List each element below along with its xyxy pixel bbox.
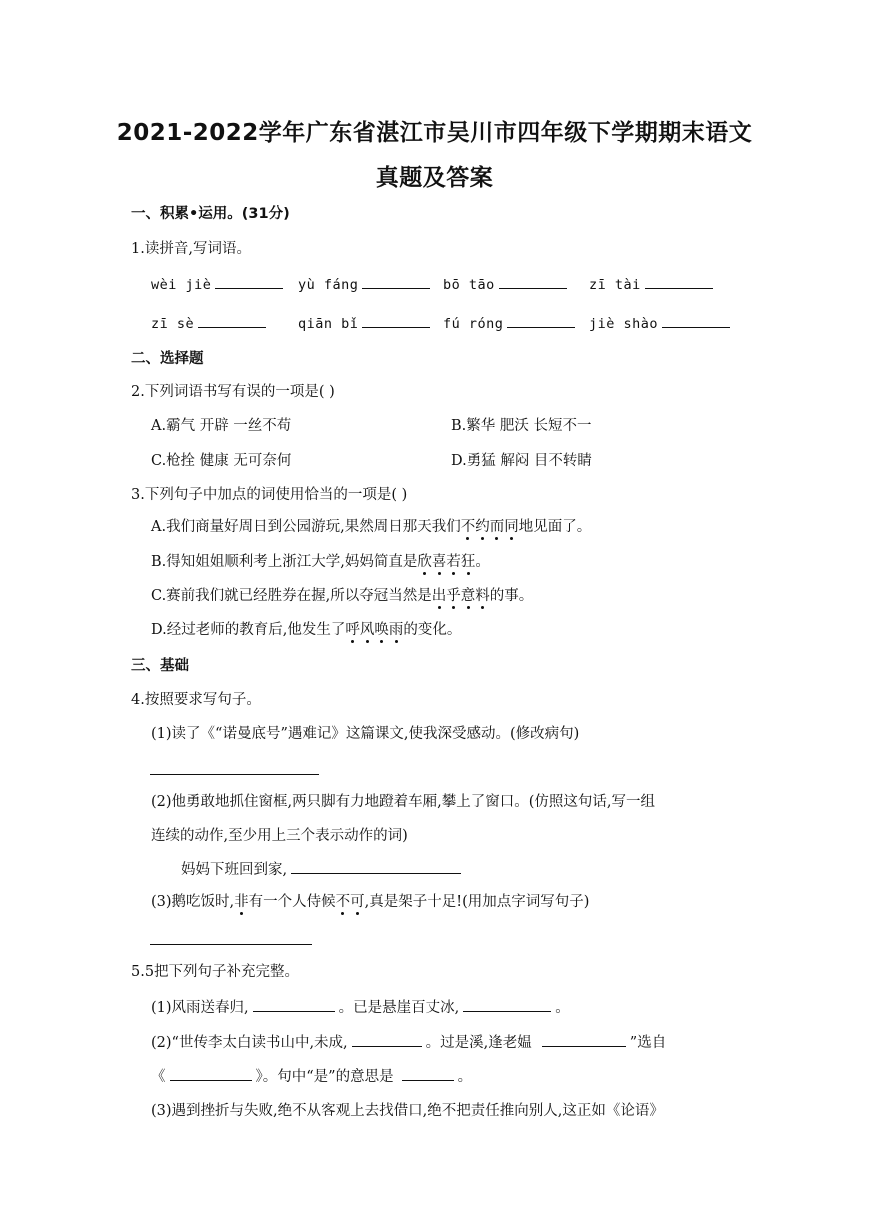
option-text: D.经过老师的教育后,他发生了 [151, 622, 346, 638]
section-heading-1: 一、积累•运用。(31分) [131, 206, 290, 222]
dotted-char: 乎 [446, 588, 461, 604]
pinyin-item-7 [443, 313, 579, 334]
answer-blank[interactable] [215, 274, 283, 289]
prompt-text: 》。句中“是”的意思是 [255, 1069, 394, 1085]
option-text: C.赛前我们就已经胜券在握,所以夺冠当然是 [151, 588, 432, 604]
option-text: B.得知姐姐顺利考上浙江大学,妈妈简直是 [151, 554, 418, 570]
answer-blank[interactable] [253, 997, 335, 1012]
answer-blank[interactable] [463, 997, 551, 1012]
prompt-text: ,真是架子十足!(用加点字词写句子) [364, 894, 590, 910]
dotted-char: 呼 [345, 622, 360, 638]
pinyin-item-4 [589, 274, 717, 295]
question-4-part-2-line2: 连续的动作,至少用上三个表示动作的词) [151, 828, 408, 844]
document-title-line1: 2021-2022学年广东省湛江市吴川市四年级下学期期末语文 [116, 120, 753, 146]
answer-blank[interactable] [499, 274, 567, 289]
question-3-option-a[interactable] [151, 517, 591, 537]
question-4-stem: 4.按照要求写句子。 [131, 692, 261, 708]
answer-line-4-1[interactable] [150, 774, 319, 775]
document-title-line2: 真题及答案 [375, 165, 494, 191]
dotted-char: 欣 [417, 554, 432, 570]
option-text: 的事。 [489, 588, 534, 604]
answer-blank[interactable] [352, 1032, 422, 1047]
section-heading-3: 三、基础 [131, 658, 189, 674]
pinyin-item-1 [151, 274, 287, 295]
pinyin-text: jiè shào [589, 316, 659, 332]
pinyin-text: qiān bǐ [298, 316, 359, 332]
dotted-char: 约 [475, 519, 490, 535]
question-4-part-3 [151, 892, 589, 912]
dotted-char: 若 [446, 554, 461, 570]
pinyin-text: wèi jiè [151, 277, 212, 293]
dotted-char: 意 [460, 588, 476, 604]
pinyin-item-5 [151, 313, 270, 334]
question-5-part-3: (3)遇到挫折与失败,绝不从客观上去找借口,绝不把责任推向别人,这正如《论语》 [151, 1103, 664, 1119]
option-text: A.我们商量好周日到公园游玩,果然周日那天我们 [151, 519, 461, 535]
section-heading-2: 二、选择题 [131, 351, 204, 367]
question-2-option-a[interactable]: A.霸气 开辟 一丝不苟 [151, 418, 292, 434]
prompt-text: ”选自 [629, 1035, 667, 1051]
question-3-option-d[interactable] [151, 620, 461, 640]
answer-line-4-3[interactable] [150, 944, 312, 945]
prompt-text: 。 [555, 1000, 570, 1016]
prompt-text: (1)风雨送春归, [151, 1000, 249, 1016]
dotted-char: 喜 [431, 554, 447, 570]
question-3-option-b[interactable] [151, 552, 490, 572]
answer-blank[interactable] [542, 1032, 626, 1047]
question-5-part-2-line1 [151, 1032, 666, 1053]
dotted-char: 料 [475, 588, 490, 604]
pinyin-item-8 [589, 313, 734, 334]
question-4-part-1: (1)读了《“诺曼底号”遇难记》这篇课文,使我深受感动。(修改病句) [151, 726, 580, 742]
question-3-stem: 3.下列句子中加点的词使用恰当的一项是( ) [131, 487, 408, 503]
question-1-stem: 1.读拼音,写词语。 [131, 241, 251, 257]
option-text: 。 [475, 554, 490, 570]
pinyin-text: zī sè [151, 316, 195, 332]
answer-blank[interactable] [645, 274, 713, 289]
pinyin-item-3 [443, 274, 571, 295]
dotted-char: 雨 [388, 622, 404, 638]
question-2-stem: 2.下列词语书写有误的一项是( ) [131, 384, 335, 400]
question-3-option-c[interactable] [151, 586, 533, 606]
question-2-option-c[interactable]: C.枪拴 健康 无可奈何 [151, 453, 292, 469]
prompt-text: 有一个人侍候 [248, 894, 336, 910]
answer-blank[interactable] [291, 859, 461, 874]
dotted-char: 风 [359, 622, 375, 638]
pinyin-text: bō tāo [443, 277, 495, 293]
question-2-option-d[interactable]: D.勇猛 解闷 目不转睛 [451, 453, 592, 469]
answer-blank[interactable] [362, 313, 430, 328]
option-text: 的变化。 [403, 622, 462, 638]
question-5-part-1 [151, 997, 570, 1018]
prompt-text: 。过是溪,逢老媪 [425, 1035, 532, 1051]
dotted-char: 不 [460, 519, 476, 535]
question-4-part-2-line1: (2)他勇敢地抓住窗框,两只脚有力地蹬着车厢,攀上了窗口。(仿照这句话,写一组 [151, 794, 656, 810]
prompt-text: (2)“世传李太白读书山中,未成, [151, 1035, 348, 1051]
pinyin-text: zī tài [589, 277, 641, 293]
dotted-char: 不 [335, 894, 351, 910]
answer-blank[interactable] [170, 1066, 252, 1081]
answer-blank[interactable] [362, 274, 430, 289]
dotted-char: 可 [350, 894, 365, 910]
question-2-option-b[interactable]: B.繁华 肥沃 长短不一 [451, 418, 592, 434]
question-5-stem: 5.5把下列句子补充完整。 [131, 964, 300, 980]
dotted-char: 唤 [374, 622, 389, 638]
prompt-text: 。已是悬崖百丈冰, [338, 1000, 460, 1016]
dotted-char: 狂 [460, 554, 476, 570]
answer-blank[interactable] [662, 313, 730, 328]
prompt-text: 《 [151, 1069, 166, 1085]
pinyin-item-6 [298, 313, 434, 334]
dotted-char: 同 [504, 519, 519, 535]
answer-blank[interactable] [402, 1066, 454, 1081]
pinyin-text: yù fáng [298, 277, 359, 293]
dotted-char: 而 [489, 519, 505, 535]
prompt-text: (3)鹅吃饭时, [151, 894, 235, 910]
answer-blank[interactable] [198, 313, 266, 328]
prompt-text: 妈妈下班回到家, [181, 862, 288, 878]
prompt-text: 。 [457, 1069, 473, 1085]
answer-blank[interactable] [507, 313, 575, 328]
question-5-part-2-line2 [151, 1066, 472, 1087]
option-text: 地见面了。 [518, 519, 592, 535]
pinyin-item-2 [298, 274, 434, 295]
dotted-char: 出 [431, 588, 447, 604]
question-4-part-2-line3 [181, 859, 465, 880]
dotted-char: 非 [234, 894, 249, 910]
pinyin-text: fú róng [443, 316, 504, 332]
